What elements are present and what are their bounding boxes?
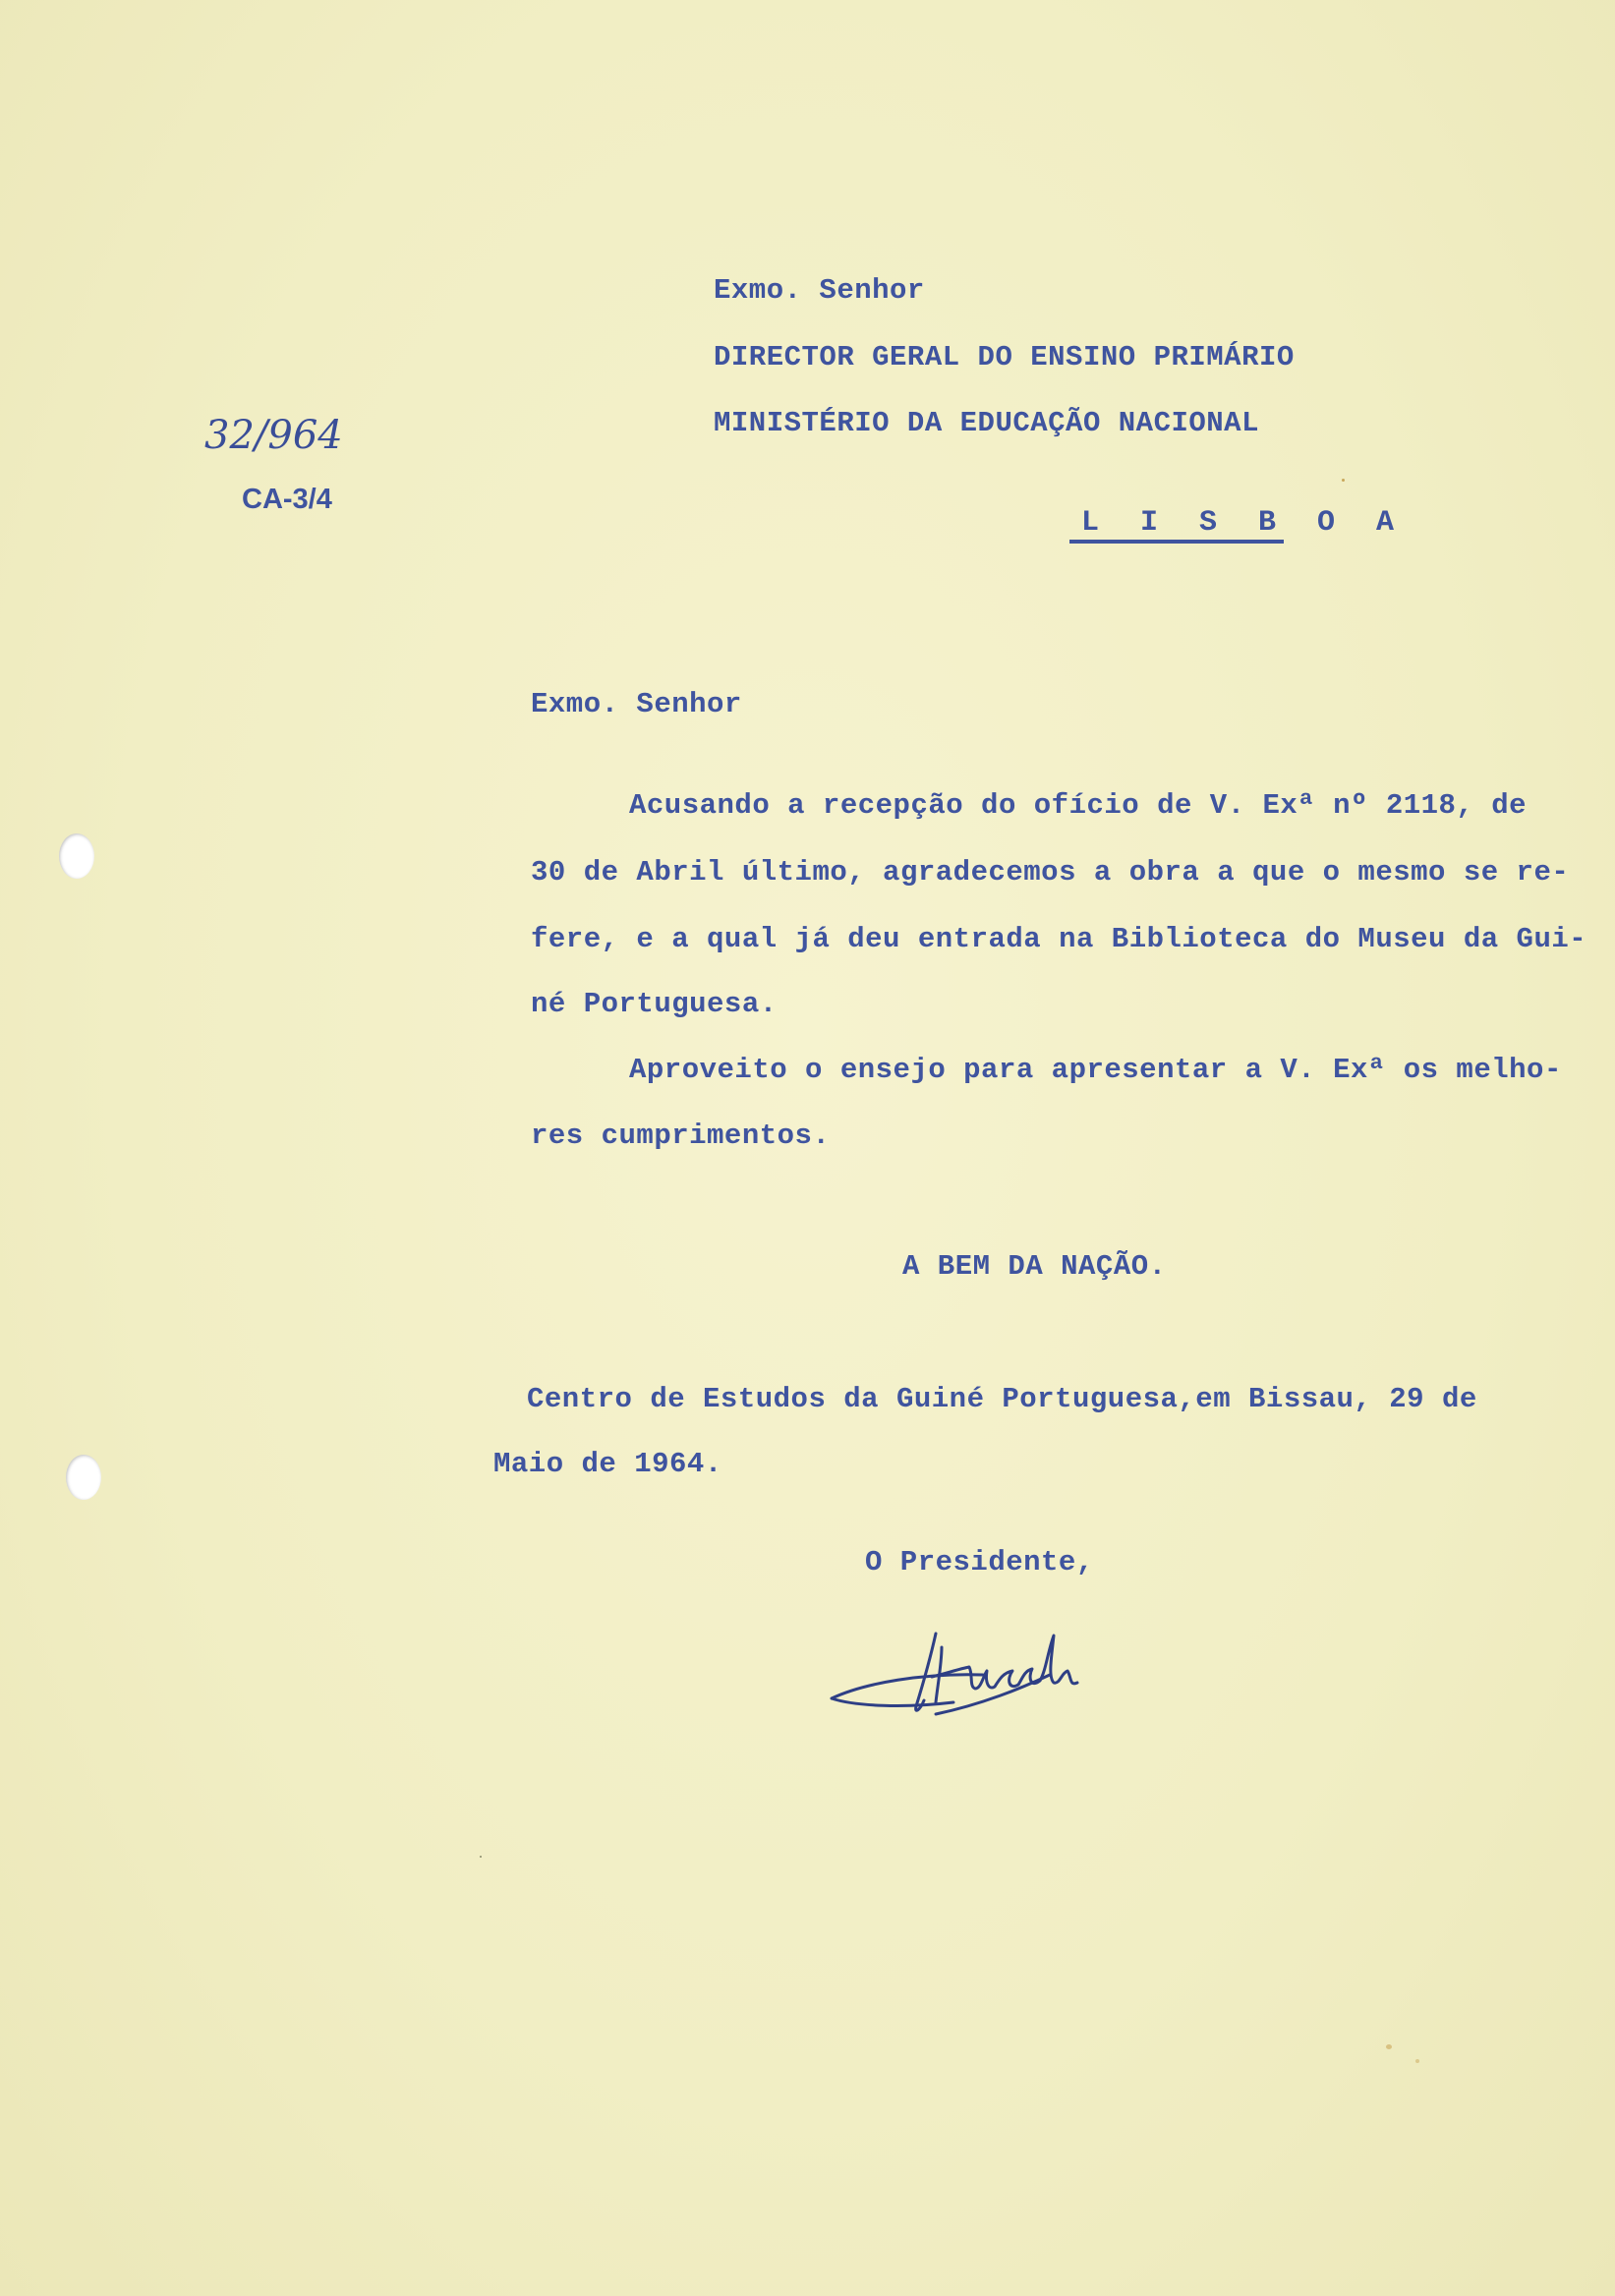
closing-motto: A BEM DA NAÇÃO. [902, 1250, 1167, 1283]
signer-title: O Presidente, [865, 1546, 1094, 1578]
reference-code: CA-3/4 [242, 484, 332, 515]
city-underline [1069, 540, 1284, 544]
paper-speck [1342, 479, 1345, 482]
recipient-title: DIRECTOR GERAL DO ENSINO PRIMÁRIO [714, 341, 1295, 373]
closing-place-date-line-1: Centro de Estudos da Guiné Portuguesa,em Bissau, 29 de [527, 1383, 1477, 1415]
body-paragraph-1-line-4: né Portuguesa. [531, 988, 778, 1020]
paper-speck [480, 1856, 482, 1858]
recipient-salutation: Exmo. Senhor [714, 274, 925, 307]
body-paragraph-1-line-3: fere, e a qual já deu entrada na Biblioteca do Museu da Gui- [531, 923, 1587, 955]
recipient-ministry: MINISTÉRIO DA EDUCAÇÃO NACIONAL [714, 407, 1259, 439]
closing-place-date-line-2: Maio de 1964. [493, 1448, 722, 1480]
body-paragraph-2-line-1: Aproveito o ensejo para apresentar a V. Exª os melho- [629, 1054, 1562, 1086]
paper-speck [1386, 2044, 1392, 2049]
handwritten-signature [826, 1612, 1121, 1730]
punch-hole-top [59, 833, 94, 879]
body-greeting: Exmo. Senhor [531, 688, 742, 720]
body-paragraph-1-line-2: 30 de Abril último, agradecemos a obra a que o mesmo se re- [531, 856, 1570, 889]
recipient-city: L I S B O A [1081, 506, 1407, 540]
body-paragraph-2-line-2: res cumprimentos. [531, 1119, 831, 1152]
reference-number: 32/964 [204, 413, 343, 458]
punch-hole-bottom [66, 1455, 101, 1500]
body-paragraph-1-line-1: Acusando a recepção do ofício de V. Exª nº 2118, de [629, 789, 1528, 822]
paper-speck [1415, 2059, 1419, 2063]
